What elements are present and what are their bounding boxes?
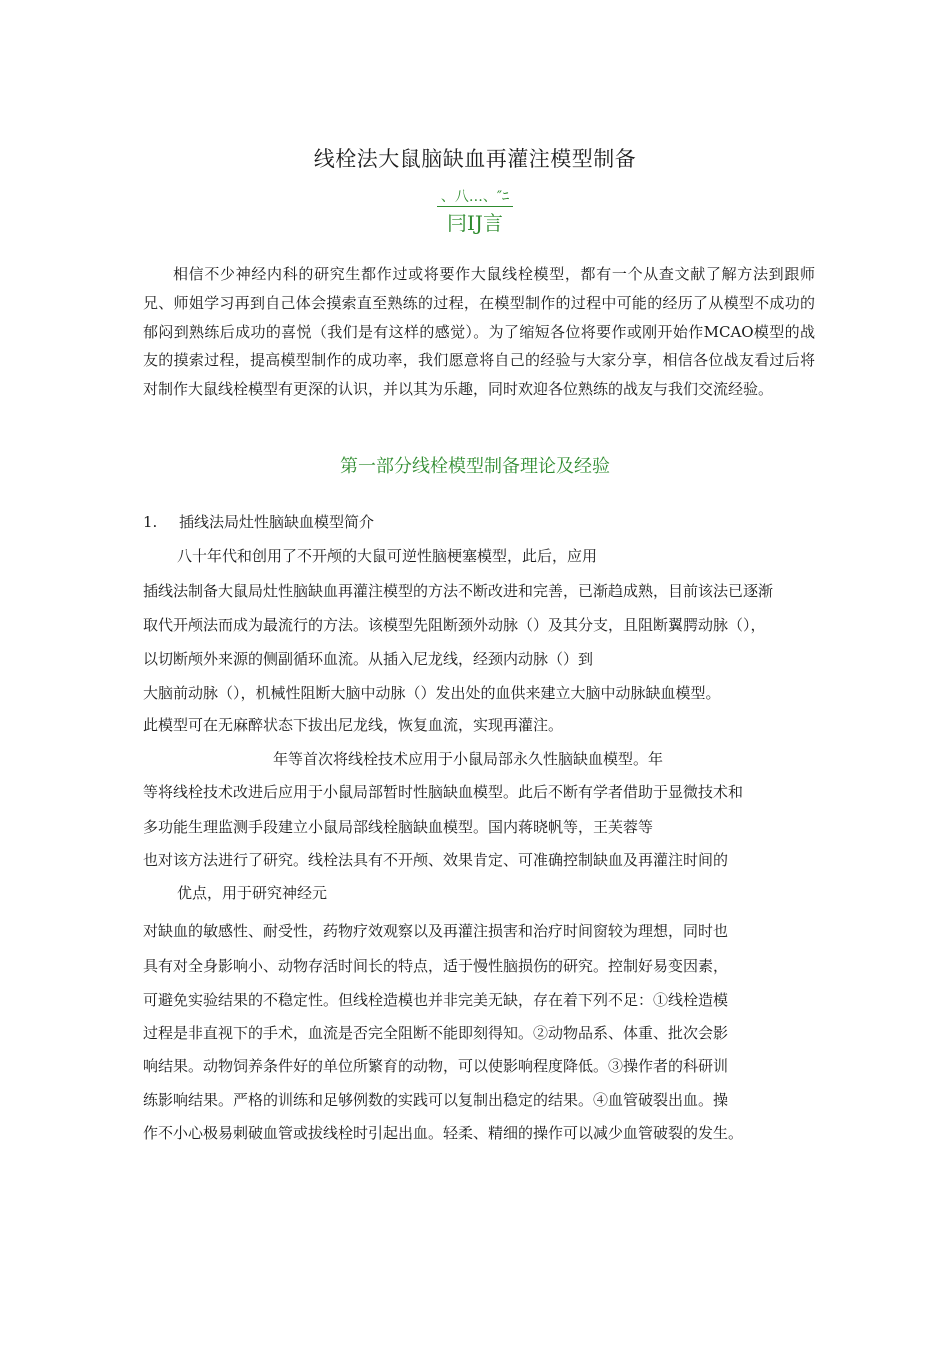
ornament-mark — [0, 186, 950, 206]
document-title: 线栓法大鼠脑缺血再灌注模型制备 — [313, 147, 637, 171]
body-line: 可避免实验结果的不稳定性。但线栓造模也并非完美无缺，存在着下列不足：①线栓造模 — [143, 991, 729, 1009]
preface-heading: 冃IJ言 — [447, 211, 503, 235]
body-line: 年等首次将线栓技术应用于小鼠局部永久性脑缺血模型。年 — [273, 750, 664, 768]
body-line: 练影响结果。严格的训练和足够例数的实践可以复制出稳定的结果。④血管破裂出血。操 — [143, 1091, 729, 1109]
body-line: 取代开颅法而成为最流行的方法。该模型先阻断颈外动脉（）及其分支，且阻断翼腭动脉（）， — [143, 616, 766, 634]
body-line: 此模型可在无麻醉状态下拔出尼龙线，恢复血流，实现再灌注。 — [143, 716, 564, 734]
body-line: 多功能生理监测手段建立小鼠局部线栓脑缺血模型。国内蒋晓帆等，王芙蓉等 — [143, 818, 654, 836]
body-line: 也对该方法进行了研究。线栓法具有不开颅、效果肯定、可准确控制缺血及再灌注时间的 — [143, 851, 729, 869]
body-line: 八十年代和创用了不开颅的大鼠可逆性脑梗塞模型，此后，应用 — [177, 547, 598, 565]
subsection-heading — [143, 511, 374, 532]
body-line: 对缺血的敏感性、耐受性，药物疗效观察以及再灌注损害和治疗时间窗较为理想，同时也 — [143, 922, 729, 940]
body-line: 作不小心极易刺破血管或拔线栓时引起出血。轻柔、精细的操作可以减少血管破裂的发生。 — [143, 1124, 744, 1142]
body-line: 过程是非直视下的手术，血流是否完全阻断不能即刻得知。②动物品系、体重、批次会影 — [143, 1024, 729, 1042]
ornament-text: 、八…、″ﾆ — [437, 189, 513, 207]
body-line: 优点，用于研究神经元 — [177, 884, 328, 902]
body-line: 等将线栓技术改进后应用于小鼠局部暂时性脑缺血模型。此后不断有学者借助于显微技术和 — [143, 783, 744, 801]
body-line: 具有对全身影响小、动物存活时间长的特点，适于慢性脑损伤的研究。控制好易变因素， — [143, 957, 729, 975]
body-line: 响结果。动物饲养条件好的单位所繁育的动物，可以使影响程度降低。③操作者的科研训 — [143, 1057, 729, 1075]
intro-paragraph: 相信不少神经内科的研究生都作过或将要作大鼠线栓模型，都有一个从查文献了解方法到跟师兄、师姐学习再到自己体会摸索直至熟练的过程，在模型制作的过程中可能的经历了从模型不成功的郁闷到熟练后成功的喜悦（我们是有这样的感觉）。为了缩短各位将要作或刚开始作MCAO模型的战友的摸索过程，提高模型制作的成功率，我们愿意将自己的经验与大家分享，相信各位战友看过后将对制作大鼠线栓模型有更深的认识，并以其为乐趣，同时欢迎各位熟练的战友与我们交流经验。 — [143, 265, 815, 399]
body-line: 以切断颅外来源的侧副循环血流。从插入尼龙线，经颈内动脉（）到 — [143, 650, 594, 668]
subsection-title: 插线法局灶性脑缺血模型简介 — [179, 513, 375, 531]
subsection-number: 1. — [143, 513, 158, 531]
body-line: 大脑前动脉（），机械性阻断大脑中动脉（）发出处的血供来建立大脑中动脉缺血模型。 — [143, 684, 721, 702]
body-line: 插线法制备大鼠局灶性脑缺血再灌注模型的方法不断改进和完善，已渐趋成熟，目前该法已逐渐 — [143, 582, 774, 600]
section-heading: 第一部分线栓模型制备理论及经验 — [340, 456, 610, 477]
